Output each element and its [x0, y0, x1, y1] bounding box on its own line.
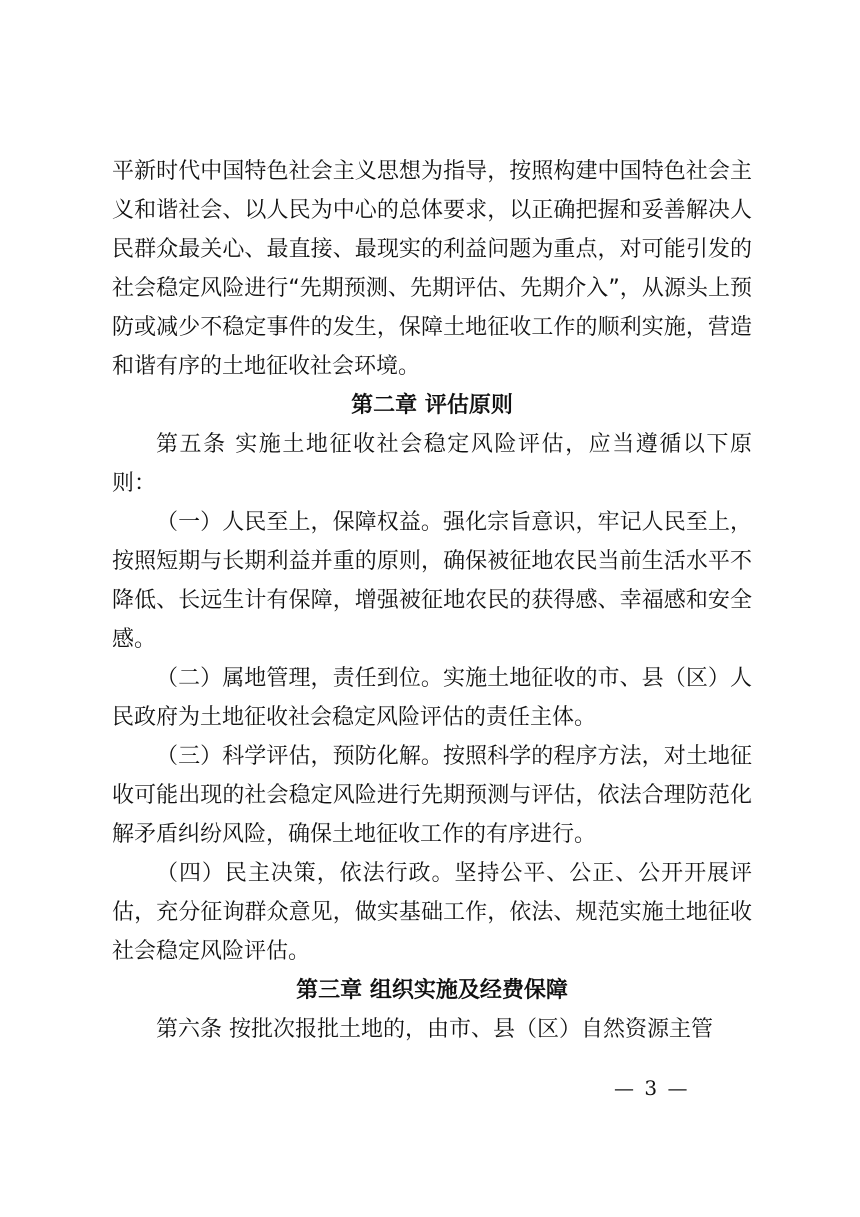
article-6: 第六条 按批次报批土地的，由市、县（区）自然资源主管 [156, 1017, 713, 1042]
article-5: 第五条 实施土地征收社会稳定风险评估，应当遵循以下原则： [112, 432, 752, 496]
principle-3: （三）科学评估，预防化解。按照科学的程序方法，对土地征收可能出现的社会稳定风险进行先期预测与评估，依法合理防范化解矛盾纠纷风险，确保土地征收工作的有序进行。 [112, 744, 752, 847]
document-body [112, 152, 752, 1049]
principle-2: （二）属地管理，责任到位。实施土地征收的市、县（区）人民政府为土地征收社会稳定风险评估的责任主体。 [112, 666, 752, 730]
paragraph-continuation: 平新时代中国特色社会主义思想为指导，按照构建中国特色社会主义和谐社会、以人民为中心的总体要求，以正确把握和妥善解决人民群众最关心、最直接、最现实的利益问题为重点，对可能引发的社会稳定风险进行“先期预测、先期评估、先期介入”，从源头上预防或减少不稳定事件的发生，保障土地征收工作的顺利实施，营造和谐有序的土地征收社会环境。 [112, 159, 752, 379]
page-number: — 3 — [614, 1076, 690, 1100]
chapter-heading-3: 第三章 组织实施及经费保障 [296, 978, 568, 1003]
chapter-heading-2: 第二章 评估原则 [351, 393, 513, 418]
principle-1: （一）人民至上，保障权益。强化宗旨意识，牢记人民至上，按照短期与长期利益并重的原则，确保被征地农民当前生活水平不降低、长远生计有保障，增强被征地农民的获得感、幸福感和安全感。 [112, 510, 752, 652]
principle-4: （四）民主决策，依法行政。坚持公平、公正、公开开展评估，充分征询群众意见，做实基础工作，依法、规范实施土地征收社会稳定风险评估。 [112, 861, 752, 964]
